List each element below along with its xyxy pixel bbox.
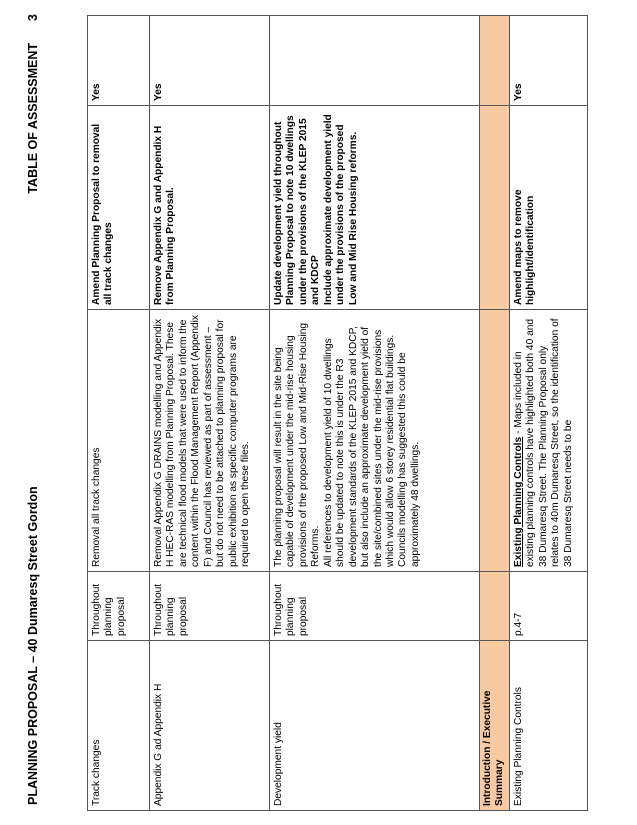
assessment-table <box>87 15 588 811</box>
item-cell: Existing Planning Controls <box>509 641 587 811</box>
section-row <box>480 16 510 811</box>
item-cell: Appendix G ad Appendix H <box>150 641 270 811</box>
location-cell: Throughout planning proposal <box>150 572 270 641</box>
table-row <box>88 16 150 811</box>
comment-heading: Existing Planning Controls <box>512 436 524 567</box>
page-header-right <box>26 14 40 216</box>
table-row <box>150 16 270 811</box>
action-cell: Amend maps to remove highlight/identification <box>509 106 587 310</box>
action-cell: Amend Planning Proposal to removal all track changes <box>88 106 150 310</box>
location-cell: p.4-7 <box>509 572 587 641</box>
comment-paragraph: The planning proposal will result in the site being capable of development under the mid-rise housing provisions of the proposed Low and Mid-Rise Housing Reforms. <box>273 322 322 567</box>
action-paragraph: Update development yield throughout Planning Proposal to note 10 dwellings under the provisions of the KLEP 2015 and KDCP <box>273 115 322 305</box>
page-number: 3 <box>26 14 40 21</box>
document-title: PLANNING PROPOSAL – 40 Dumaresq Street Gordon <box>26 486 40 805</box>
table-row <box>270 16 480 811</box>
comment-paragraph: All references to development yield of 10 dwellings should be updated to note this is under the R3 development standards of the KLEP 2015 and KDCP, but also include an approximate development yield of the site/combined sites under the mid-rise provisions which would allow 6 storey residential flat buildings. Councils modelling has suggested this could be approximately 48 dwellings. <box>322 326 421 567</box>
comment-cell <box>509 310 587 572</box>
resolved-cell: Yes <box>88 16 150 106</box>
comment-cell: Removal Appendix G DRAINS modelling and Appendix H HEC-RAS modelling from Planning Proposal. These are technical flood models that were used to inform the content within the Flood Management Report (Appendix F) and Council has reviewed as part of assessment – but do not need to be attached to planning proposal for public exhibition as specific computer programs are required to open these files. <box>150 310 270 572</box>
section-heading: TABLE OF ASSESSMENT <box>26 42 40 194</box>
item-cell: Development yield <box>270 641 480 811</box>
resolved-cell: Yes <box>509 16 587 106</box>
location-cell: Throughout planning proposal <box>270 572 480 641</box>
action-cell: Remove Appendix G and Appendix H from Planning Proposal. <box>150 106 270 310</box>
resolved-cell: Yes <box>150 16 270 106</box>
comment-body: - Maps included in existing planning controls have highlighted both 40 and 38 Dumaresq Street. The Planning Proposal only relates to 40m Dumaresq Street, so the identification of 38 Dumaresq Street needs to be <box>512 318 574 567</box>
resolved-cell <box>270 16 480 106</box>
section-title: Introduction / Executive Summary <box>480 641 510 811</box>
action-paragraph: Include approximate development yield under the provisions of the proposed Low and Mid Rise Housing reforms. <box>322 114 359 305</box>
location-cell: Throughout planning proposal <box>88 572 150 641</box>
item-cell: Track changes <box>88 641 150 811</box>
comment-cell <box>270 310 480 572</box>
table-row <box>509 16 587 811</box>
action-cell <box>270 106 480 310</box>
comment-cell: Removal all track changes <box>88 310 150 572</box>
